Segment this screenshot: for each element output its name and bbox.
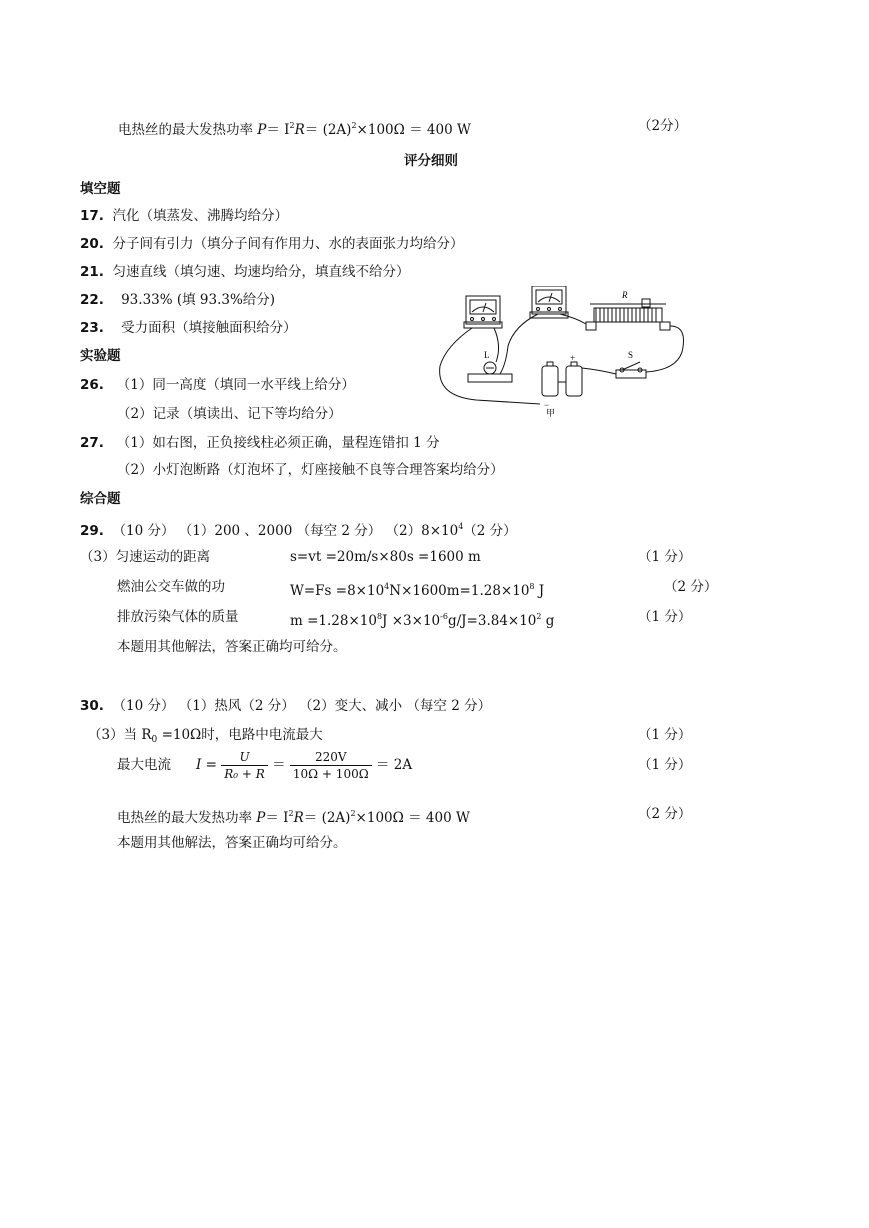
voltmeter-icon — [464, 296, 502, 328]
q29-mass-formula: $m =1.28\times 10^8J \times 3\times 10^{-6}g/J=3.84\times 10^2$ g — [290, 612, 555, 629]
list-item: 17. 汽化（填蒸发、沸腾均给分） — [80, 208, 289, 224]
list-item: 22. 93.33% (填 93.3%给分) — [80, 292, 276, 308]
label-minus: − — [544, 400, 550, 410]
label-R: R — [622, 290, 628, 300]
label-S: S — [628, 350, 634, 360]
q29-work-formula: $W=Fs =8\times 10^4N\times 1600m=1.28\times 10^8$ J — [290, 582, 545, 599]
rheostat-icon — [586, 299, 670, 330]
list-item: 21. 匀速直线（填匀速、均速均给分，填直线不给分） — [80, 264, 410, 280]
score: （1 分） — [638, 727, 692, 743]
circuit-diagram — [436, 286, 688, 418]
battery-icon — [542, 362, 582, 396]
formula-label: 电热丝的最大发热功率 — [118, 122, 253, 138]
q29-work-label: 燃油公交车做的功 — [117, 579, 225, 595]
lamp-icon — [468, 362, 512, 382]
section-title: 评分细则 — [404, 153, 458, 169]
experiment-heading: 实验题 — [80, 348, 121, 364]
comprehensive-heading: 综合题 — [80, 491, 121, 507]
ammeter-icon — [530, 286, 568, 318]
label-plus: + — [570, 353, 576, 363]
score: （1 分） — [638, 609, 692, 625]
q30-note: 本题用其他解法，答案正确均可给分。 — [117, 835, 347, 851]
q30-condition: （3）当 $R_0 =10\Omega$时，电路中电流最大 — [88, 727, 323, 745]
q30-power-formula: 电热丝的最大发热功率 $P= I^2R= (2A)^2\times 100\Omega = 400$ W — [117, 809, 470, 826]
q29-head: 29. （10 分） （1）200 、2000 （每空 2 分） $(2)8\times 10^4(2$ 分） — [80, 522, 517, 539]
q29-note: 本题用其他解法，答案正确均可给分。 — [117, 639, 347, 655]
q27-line1: 27. （1）如右图，正负接线柱必须正确，量程连错扣 1 分 — [80, 435, 440, 451]
q30-head: 30. （10 分） （1）热风（2 分） （2）变大、减小 （每空 2 分） — [80, 698, 492, 714]
list-item: 20. 分子间有引力（填分子间有作用力、水的表面张力均给分） — [80, 236, 464, 252]
score: （2 分） — [638, 806, 692, 822]
q27-line2: （2）小灯泡断路（灯泡坏了，灯座接触不良等合理答案均给分） — [117, 462, 504, 478]
q29-distance-formula: s=vt =20m/s×80s =1600 m — [290, 549, 481, 565]
q26-line1: 26. （1）同一高度（填同一水平线上给分） — [80, 377, 355, 393]
q30-current-label: 最大电流 — [117, 757, 171, 773]
score: （1 分） — [638, 549, 692, 565]
switch-icon — [616, 362, 646, 378]
score: （1 分） — [638, 757, 692, 773]
q29-distance-label: （3）匀速运动的距离 — [80, 549, 211, 565]
label-L: L — [484, 350, 490, 360]
q29-mass-label: 排放污染气体的质量 — [117, 609, 239, 625]
fill-heading: 填空题 — [80, 181, 121, 197]
score: （2分） — [638, 118, 688, 134]
score: （2 分） — [664, 579, 718, 595]
q30-current-formula: I = $\frac{U}{\text{R₀ + R}}$ ＝ $\frac{220V}{10\Omega + 100\Omega}$ ＝ 2A — [196, 750, 413, 781]
q26-line2: （2）记录（填读出、记下等均给分） — [117, 406, 342, 422]
top-power-formula: 电热丝的最大发热功率 $P= I^2R= (2A)^2\times 100\Omega = 400$ W — [118, 121, 471, 138]
label-jia: 甲 — [546, 409, 556, 418]
list-item: 23. 受力面积（填接触面积给分） — [80, 320, 297, 336]
